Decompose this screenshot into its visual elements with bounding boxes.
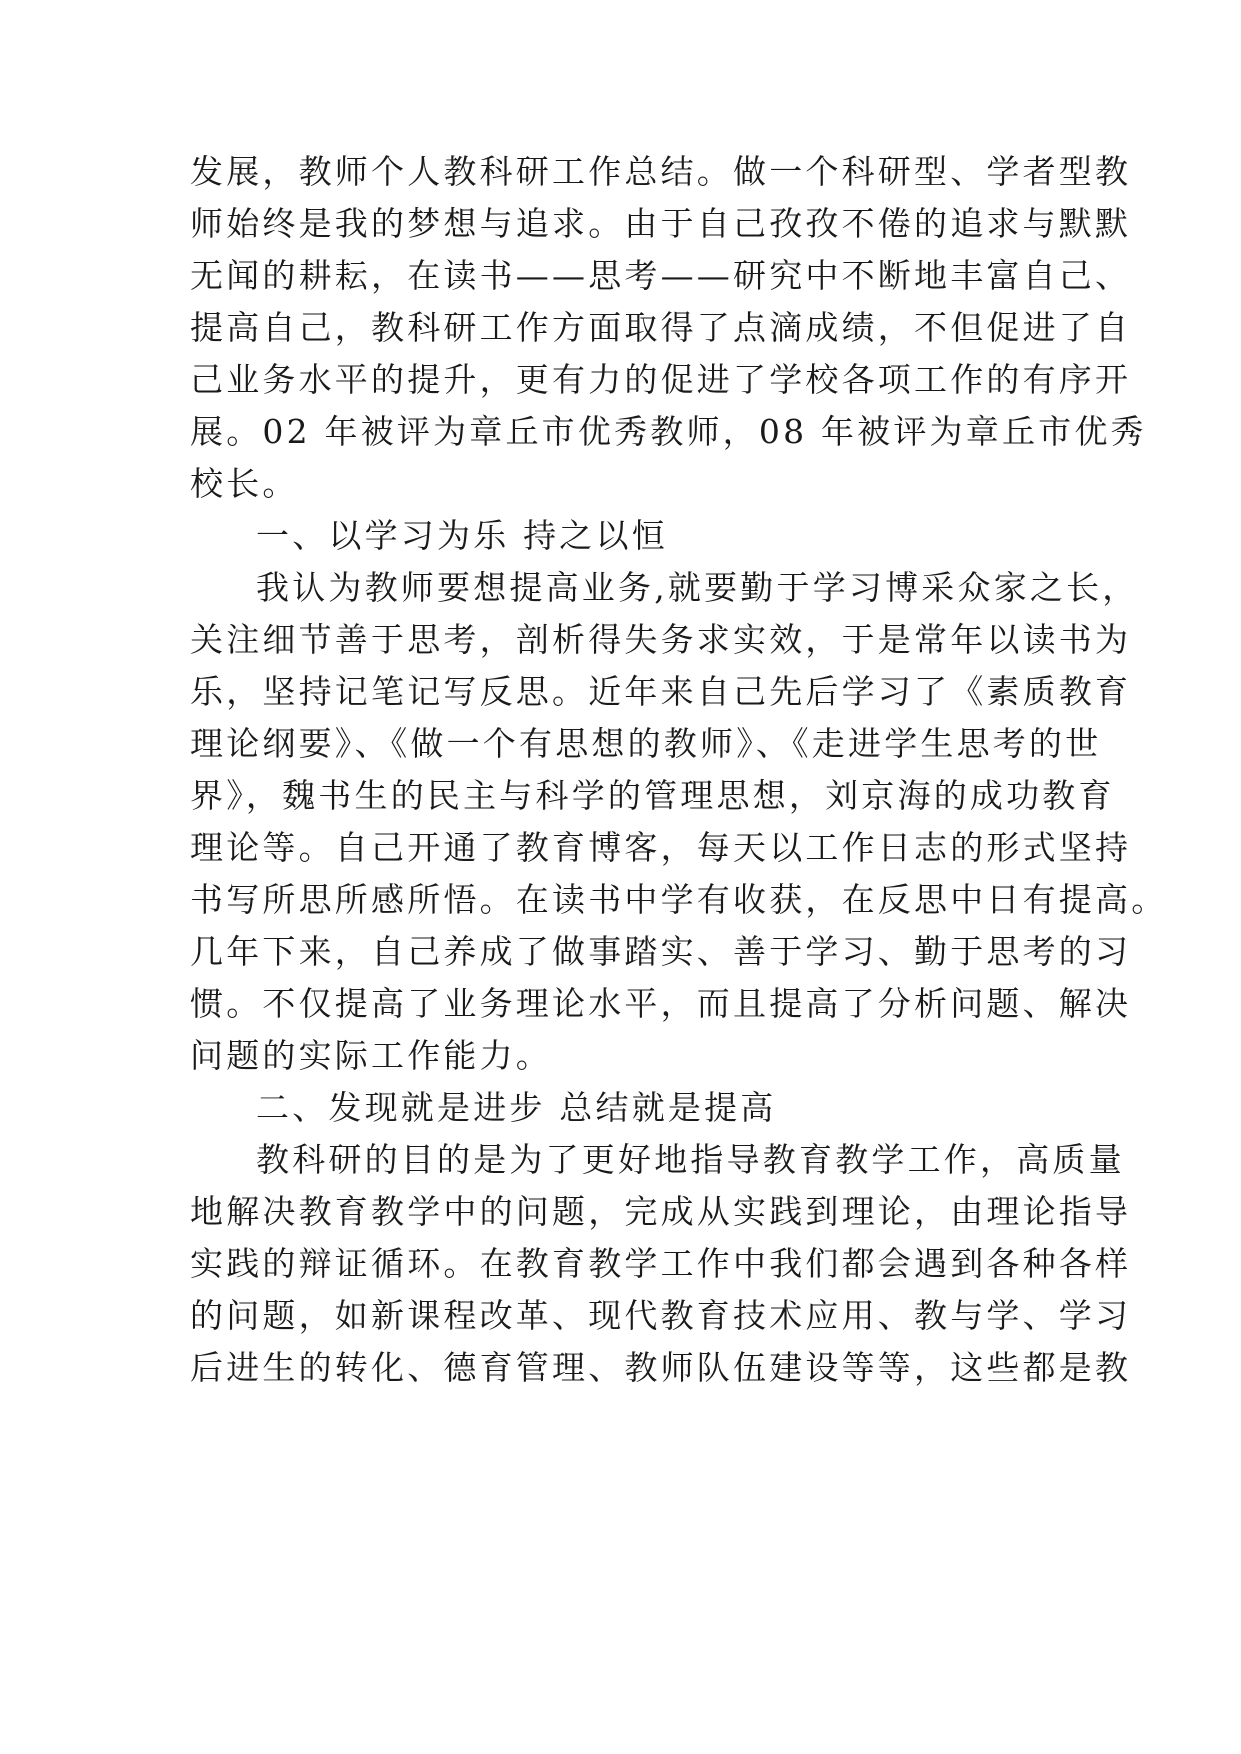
paragraph-line: 问题的实际工作能力。 [190,1036,552,1075]
paragraph-line: 书写所思所感所悟。在读书中学有收获，在反思中日有提高。 [190,880,1168,919]
paragraph-line: 惯。不仅提高了业务理论水平，而且提高了分析问题、解决 [190,984,1132,1023]
paragraph-line: 地解决教育教学中的问题，完成从实践到理论，由理论指导 [190,1192,1132,1231]
section-heading-1: 一、以学习为乐 持之以恒 [256,516,668,555]
paragraph-line: 展。02 年被评为章丘市优秀教师，08 年被评为章丘市优秀 [190,412,1147,451]
paragraph-line: 理论纲要》、《做一个有思想的教师》、《走进学生思考的世 [190,724,1102,763]
paragraph-line: 乐，坚持记笔记写反思。近年来自己先后学习了《素质教育 [190,672,1132,711]
paragraph-line: 实践的辩证循环。在教育教学工作中我们都会遇到各种各样 [190,1244,1132,1283]
paragraph-line: 师始终是我的梦想与追求。由于自己孜孜不倦的追求与默默 [190,204,1132,243]
section-heading-2: 二、发现就是进步 总结就是提高 [256,1088,777,1127]
paragraph-line: 无闻的耕耘，在读书——思考——研究中不断地丰富自己、 [190,256,1132,295]
paragraph-line: 后进生的转化、德育管理、教师队伍建设等等，这些都是教 [190,1348,1132,1387]
paragraph-line: 教科研的目的是为了更好地指导教育教学工作，高质量 [256,1140,1125,1179]
paragraph-line: 己业务水平的提升，更有力的促进了学校各项工作的有序开 [190,360,1132,399]
paragraph-line: 的问题，如新课程改革、现代教育技术应用、教与学、学习 [190,1296,1132,1335]
paragraph-line: 校长。 [190,464,299,503]
paragraph-line: 理论等。自己开通了教育博客，每天以工作日志的形式坚持 [190,828,1132,867]
paragraph-line: 几年下来，自己养成了做事踏实、善于学习、勤于思考的习 [190,932,1132,971]
paragraph-line: 提高自己，教科研工作方面取得了点滴成绩，不但促进了自 [190,308,1132,347]
paragraph-line: 发展，教师个人教科研工作总结。做一个科研型、学者型教 [190,152,1132,191]
paragraph-line: 界》，魏书生的民主与科学的管理思想，刘京海的成功教育 [190,776,1115,815]
paragraph-line: 我认为教师要想提高业务,就要勤于学习博采众家之长， [256,568,1139,607]
paragraph-line: 关注细节善于思考，剖析得失务求实效，于是常年以读书为 [190,620,1132,659]
